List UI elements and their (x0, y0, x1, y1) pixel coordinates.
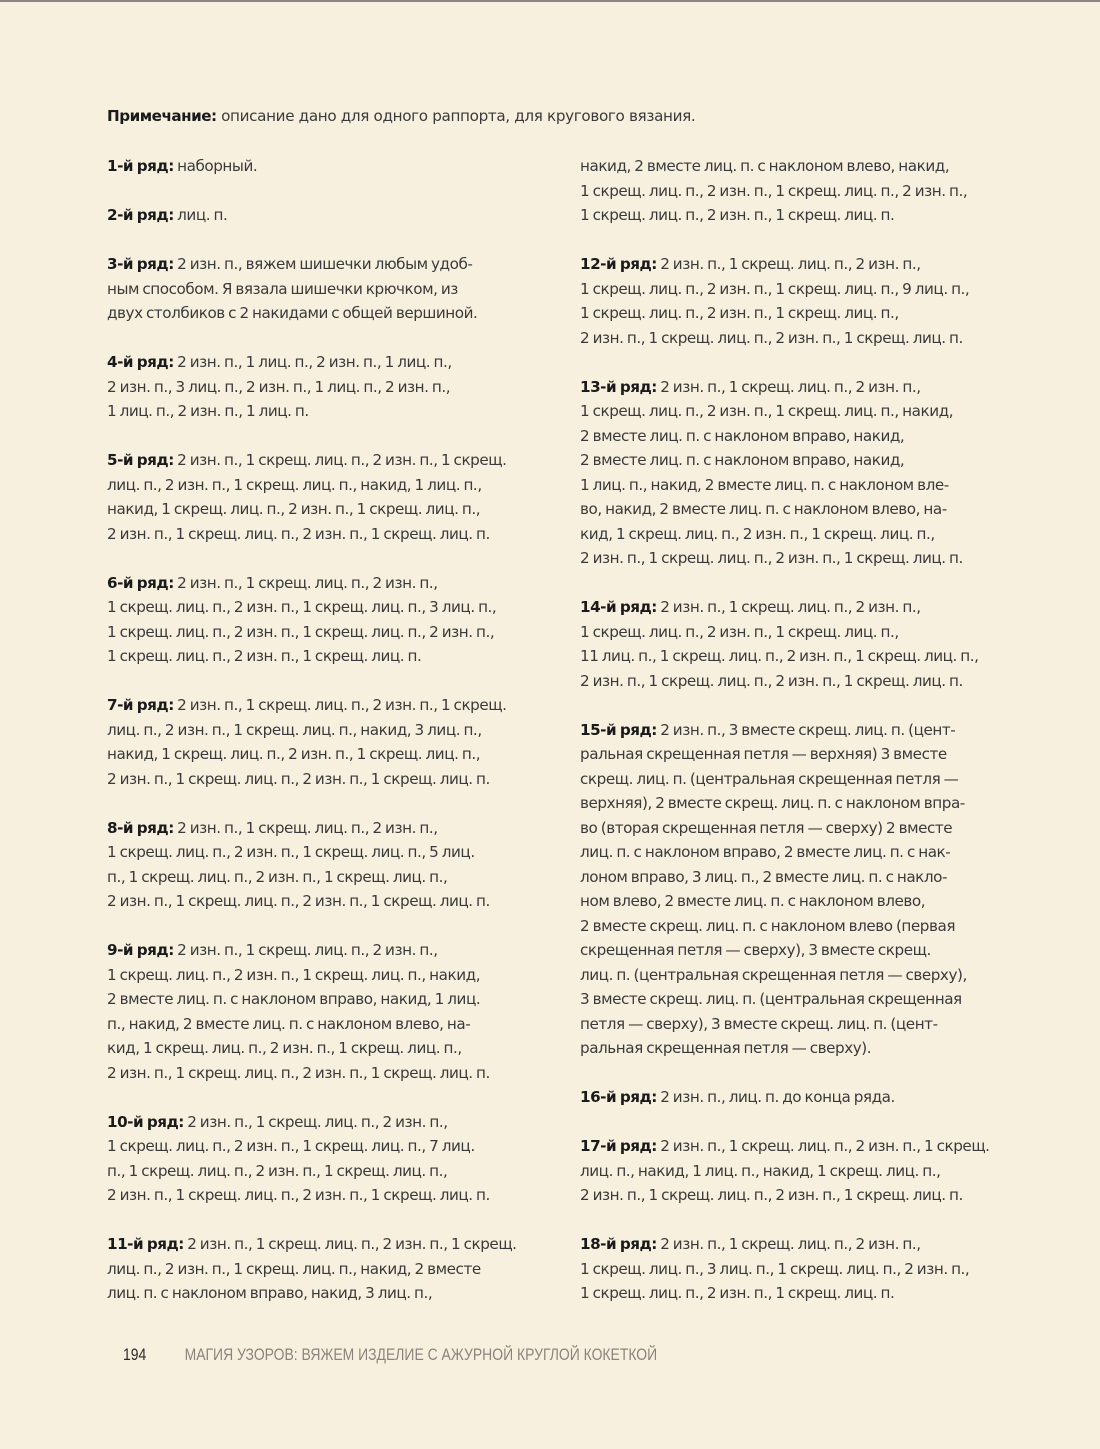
text-line (580, 938, 1030, 963)
row-instruction (580, 595, 1030, 693)
text-line (107, 375, 557, 400)
row-instruction (107, 693, 557, 791)
text-line (580, 1183, 1030, 1208)
row-label: 10-й ряд: (107, 1112, 184, 1131)
text-line (580, 1159, 1030, 1184)
row-label: 8-й ряд: (107, 818, 174, 837)
note-text: описание дано для одного раппорта, для кругового вязания. (216, 107, 696, 125)
row-label: 6-й ряд: (107, 573, 174, 592)
row-text: наборный. (173, 157, 258, 175)
text-line (107, 693, 557, 718)
row-text: 1 скрещ. лиц. п., 2 изн. п., 1 скрещ. лиц. п. (580, 206, 895, 224)
row-instruction (107, 1110, 557, 1208)
row-instruction (580, 1232, 1030, 1306)
text-line (580, 203, 1030, 228)
row-text: 2 вместе лиц. п. с наклоном вправо, накид, (580, 451, 905, 469)
row-instruction (107, 350, 557, 424)
row-instruction (107, 203, 557, 228)
row-text: 1 лиц. п., 2 изн. п., 1 лиц. п. (107, 402, 309, 420)
row-label: 2-й ряд: (107, 206, 174, 224)
text-line (107, 840, 557, 865)
text-line (580, 816, 1030, 841)
row-label: 12-й ряд: (580, 255, 657, 273)
text-line (580, 1085, 1030, 1110)
text-line (580, 865, 1030, 890)
row-instruction (107, 1232, 557, 1306)
text-line (580, 742, 1030, 767)
row-text: 2 изн. п., 1 скрещ. лиц. п., 2 изн. п., 1 скрещ. лиц. п. (580, 671, 963, 690)
text-line (107, 620, 557, 645)
text-line (580, 301, 1030, 326)
row-text: кид, 1 скрещ. лиц. п., 2 изн. п., 1 скрещ. лиц. п., (107, 1039, 462, 1057)
row-text: 2 изн. п., 1 скрещ. лиц. п., 2 изн. п., (656, 377, 921, 396)
text-line (107, 497, 557, 522)
row-text: 2 изн. п., 1 скрещ. лиц. п., 2 изн. п., 1 скрещ. лиц. п. (107, 769, 490, 788)
text-line (580, 252, 1030, 277)
row-text: ральная скрещенная петля — верхняя) 3 вместе (580, 745, 947, 763)
text-line (580, 963, 1030, 988)
row-instruction (580, 154, 1030, 228)
text-line (107, 767, 557, 792)
text-line (580, 497, 1030, 522)
row-text: накид, 2 вместе лиц. п. с наклоном влево, накид, (580, 157, 950, 175)
row-instruction (580, 1134, 1030, 1208)
row-label: 3-й ряд: (107, 255, 174, 273)
row-text: 2 изн. п., 1 скрещ. лиц. п., 2 изн. п., 1 скрещ. лиц. п. (580, 549, 963, 567)
text-line (580, 326, 1030, 351)
row-text: лиц. п., 2 изн. п., 1 скрещ. лиц. п., накид, 2 вместе (107, 1259, 481, 1278)
text-line (107, 252, 557, 277)
text-line (107, 1183, 557, 1208)
row-text: 2 изн. п., 1 скрещ. лиц. п., 2 изн. п., (656, 1235, 921, 1253)
text-line (107, 448, 557, 473)
row-text: п., накид, 2 вместе лиц. п. с наклоном влево, на- (107, 1014, 471, 1033)
row-text: лиц. п. (173, 206, 228, 224)
text-line (107, 1232, 557, 1257)
text-line (580, 522, 1030, 547)
page-footer (123, 1345, 657, 1365)
row-instruction (580, 252, 1030, 350)
text-line (107, 718, 557, 743)
running-title: МАГИЯ УЗОРОВ: ВЯЖЕМ ИЗДЕЛИЕ С АЖУРНОЙ КРУГЛОЙ КОКЕТКОЙ (184, 1345, 658, 1364)
text-line (107, 522, 557, 547)
row-label: 14-й ряд: (580, 598, 657, 616)
row-text: 1 скрещ. лиц. п., 2 изн. п., 1 скрещ. лиц. п., накид, (580, 402, 954, 420)
row-text: 3 вместе скрещ. лиц. п. (центральная скрещенная (580, 990, 962, 1008)
row-text: лиц. п. (центральная скрещенная петля — сверху), (580, 965, 967, 984)
row-label: 5-й ряд: (107, 451, 174, 469)
row-label: 11-й ряд: (107, 1235, 184, 1253)
row-text: скрещенная петля — сверху), 3 вместе скрещ. (580, 941, 931, 959)
row-text: 2 изн. п., вяжем шишечки любым удоб- (173, 255, 473, 273)
row-text: п., 1 скрещ. лиц. п., 2 изн. п., 1 скрещ. лиц. п., (107, 867, 448, 886)
row-text: 1 скрещ. лиц. п., 2 изн. п., 1 скрещ. лиц. п., 2 изн. п., (580, 181, 968, 200)
text-line (580, 179, 1030, 204)
text-line (580, 644, 1030, 669)
text-line (580, 1281, 1030, 1306)
row-text: 1 скрещ. лиц. п., 2 изн. п., 1 скрещ. лиц. п., (580, 304, 899, 322)
row-text: 2 изн. п., 1 скрещ. лиц. п., 2 изн. п., (173, 573, 438, 592)
text-line (107, 571, 557, 596)
row-text: 2 изн. п., 1 скрещ. лиц. п., 2 изн. п., 1 скрещ. (183, 1235, 517, 1253)
row-text: лиц. п. с наклоном вправо, 2 вместе лиц. п. с нак- (580, 843, 951, 861)
text-line (107, 473, 557, 498)
row-text: скрещ. лиц. п. (центральная скрещенная петля — (580, 769, 959, 788)
row-text: 2 изн. п., лиц. п. до конца ряда. (656, 1088, 895, 1106)
row-text: 2 изн. п., 1 скрещ. лиц. п., 2 изн. п., (173, 941, 438, 959)
row-text: лиц. п., 2 изн. п., 1 скрещ. лиц. п., накид, 3 лиц. п., (107, 720, 482, 739)
row-label: 9-й ряд: (107, 941, 174, 959)
row-text: ном влево, 2 вместе лиц. п. с наклоном влево, (580, 892, 926, 910)
text-line (107, 1110, 557, 1135)
row-label: 7-й ряд: (107, 696, 174, 714)
text-line (107, 1257, 557, 1282)
text-line (580, 718, 1030, 743)
text-line (107, 987, 557, 1012)
row-text: 11 лиц. п., 1 скрещ. лиц. п., 2 изн. п., 1 скрещ. лиц. п., (580, 647, 979, 665)
row-text: 2 изн. п., 1 скрещ. лиц. п., 2 изн. п., 1 скрещ. лиц. п. (580, 328, 963, 347)
row-instruction (107, 938, 557, 1085)
text-line (580, 1232, 1030, 1257)
text-line (107, 203, 557, 228)
text-line (107, 889, 557, 914)
text-line (580, 669, 1030, 694)
row-label: 17-й ряд: (580, 1137, 657, 1155)
row-text: 1 скрещ. лиц. п., 3 лиц. п., 1 скрещ. лиц. п., 2 изн. п., (580, 1259, 970, 1278)
text-line (580, 1134, 1030, 1159)
row-instruction (107, 448, 557, 546)
page-top-edge (0, 0, 1100, 2)
text-line (107, 1159, 557, 1184)
row-text: двух столбиков с 2 накидами с общей вершиной. (107, 304, 478, 322)
row-text: 2 вместе лиц. п. с наклоном вправо, накид, (580, 426, 905, 445)
text-line (107, 154, 557, 179)
row-text: 2 изн. п., 1 скрещ. лиц. п., 2 изн. п., 1 скрещ. (173, 451, 507, 469)
row-text: 2 изн. п., 3 лиц. п., 2 изн. п., 1 лиц. п., 2 изн. п., (107, 377, 451, 396)
row-text: 1 скрещ. лиц. п., 2 изн. п., 1 скрещ. лиц. п., (580, 622, 899, 641)
left-column (107, 154, 557, 1330)
row-text: 2 изн. п., 1 скрещ. лиц. п., 2 изн. п., (656, 255, 921, 273)
row-text: 2 изн. п., 1 скрещ. лиц. п., 2 изн. п., 1 скрещ. лиц. п. (107, 892, 490, 910)
row-label: 15-й ряд: (580, 720, 657, 739)
row-text: 2 изн. п., 1 лиц. п., 2 изн. п., 1 лиц. п., (173, 353, 452, 371)
row-label: 16-й ряд: (580, 1088, 657, 1106)
row-text: 1 скрещ. лиц. п., 2 изн. п., 1 скрещ. лиц. п. (580, 1284, 895, 1302)
row-text: 1 скрещ. лиц. п., 2 изн. п., 1 скрещ. лиц. п., 5 лиц. (107, 843, 475, 861)
row-instruction (107, 154, 557, 179)
row-text: 2 изн. п., 1 скрещ. лиц. п., 2 изн. п., 1 скрещ. (656, 1137, 990, 1155)
row-instruction (107, 816, 557, 914)
row-text: 1 скрещ. лиц. п., 2 изн. п., 1 скрещ. лиц. п., накид, (107, 965, 481, 984)
text-line (107, 816, 557, 841)
text-line (580, 791, 1030, 816)
text-line (107, 865, 557, 890)
row-text: 2 изн. п., 1 скрещ. лиц. п., 2 изн. п., (656, 598, 921, 616)
row-text: во (вторая скрещенная петля — сверху) 2 вместе (580, 818, 953, 837)
text-line (107, 1134, 557, 1159)
row-text: 2 изн. п., 1 скрещ. лиц. п., 2 изн. п., 1 скрещ. лиц. п. (107, 1186, 490, 1204)
note-label: Примечание: (107, 107, 217, 125)
row-text: 2 изн. п., 1 скрещ. лиц. п., 2 изн. п., 1 скрещ. лиц. п. (107, 1063, 490, 1082)
text-line (107, 399, 557, 424)
text-line (580, 399, 1030, 424)
text-line (580, 987, 1030, 1012)
right-column (580, 154, 1030, 1330)
row-text: 2 изн. п., 1 скрещ. лиц. п., 2 изн. п., 1 скрещ. лиц. п. (107, 524, 490, 543)
note (107, 104, 1007, 129)
text-line (107, 644, 557, 669)
text-line (580, 914, 1030, 939)
row-instruction (580, 1085, 1030, 1110)
text-line (580, 375, 1030, 400)
text-line (580, 767, 1030, 792)
text-line (107, 1061, 557, 1086)
row-text: кид, 1 скрещ. лиц. п., 2 изн. п., 1 скрещ. лиц. п., (580, 524, 935, 543)
text-line (580, 1012, 1030, 1037)
row-text: ральная скрещенная петля — сверху). (580, 1039, 872, 1057)
row-text: накид, 1 скрещ. лиц. п., 2 изн. п., 1 скрещ. лиц. п., (107, 745, 481, 763)
row-text: 2 вместе скрещ. лиц. п. с наклоном влево (первая (580, 916, 956, 935)
row-label: 18-й ряд: (580, 1235, 657, 1253)
row-instruction (107, 252, 557, 326)
text-line (107, 963, 557, 988)
text-line (107, 301, 557, 326)
row-label: 1-й ряд: (107, 157, 174, 175)
text-line (107, 938, 557, 963)
text-line (580, 595, 1030, 620)
row-text: п., 1 скрещ. лиц. п., 2 изн. п., 1 скрещ. лиц. п., (107, 1161, 448, 1180)
text-line (107, 595, 557, 620)
row-text: 1 скрещ. лиц. п., 2 изн. п., 1 скрещ. лиц. п., 3 лиц. п., (107, 598, 497, 616)
row-instruction (580, 375, 1030, 571)
row-text: 1 лиц. п., накид, 2 вместе лиц. п. с наклоном вле- (580, 475, 949, 494)
text-line (580, 1036, 1030, 1061)
row-instruction (580, 718, 1030, 1061)
text-line (107, 277, 557, 302)
row-text: лоном вправо, 3 лиц. п., 2 вместе лиц. п. с накло- (580, 867, 948, 886)
row-text: 2 вместе лиц. п. с наклоном вправо, накид, 1 лиц. (107, 990, 481, 1008)
row-text: 1 скрещ. лиц. п., 2 изн. п., 1 скрещ. лиц. п. (107, 647, 422, 665)
row-instruction (107, 571, 557, 669)
text-line (580, 448, 1030, 473)
row-text: ным способом. Я вязала шишечки крючком, из (107, 279, 458, 298)
row-text: 1 скрещ. лиц. п., 2 изн. п., 1 скрещ. лиц. п., 2 изн. п., (107, 622, 495, 641)
row-text: 1 скрещ. лиц. п., 2 изн. п., 1 скрещ. лиц. п., 9 лиц. п., (580, 279, 970, 298)
row-text: лиц. п. с наклоном вправо, накид, 3 лиц. п., (107, 1284, 433, 1302)
text-line (580, 546, 1030, 571)
row-text: 1 скрещ. лиц. п., 2 изн. п., 1 скрещ. лиц. п., 7 лиц. (107, 1137, 475, 1155)
text-line (580, 424, 1030, 449)
row-text: 2 изн. п., 1 скрещ. лиц. п., 2 изн. п., (183, 1112, 448, 1131)
text-line (107, 742, 557, 767)
row-text: 2 изн. п., 1 скрещ. лиц. п., 2 изн. п., (173, 818, 438, 837)
row-text: 2 изн. п., 1 скрещ. лиц. п., 2 изн. п., 1 скрещ. (173, 696, 507, 714)
row-text: петля — сверху), 3 вместе скрещ. лиц. п. (цент- (580, 1014, 938, 1033)
row-text: во, накид, 2 вместе лиц. п. с наклоном влево, на- (580, 500, 947, 518)
text-line (107, 1281, 557, 1306)
row-text: лиц. п., 2 изн. п., 1 скрещ. лиц. п., накид, 1 лиц. п., (107, 475, 482, 494)
text-line (580, 1257, 1030, 1282)
row-text: верхняя), 2 вместе скрещ. лиц. п. с наклоном впра- (580, 794, 965, 812)
text-line (107, 1036, 557, 1061)
text-line (107, 1012, 557, 1037)
row-text: 2 изн. п., 1 скрещ. лиц. п., 2 изн. п., 1 скрещ. лиц. п. (580, 1186, 963, 1204)
text-line (580, 277, 1030, 302)
text-line (580, 840, 1030, 865)
row-text: накид, 1 скрещ. лиц. п., 2 изн. п., 1 скрещ. лиц. п., (107, 500, 481, 518)
text-line (107, 350, 557, 375)
text-line (580, 620, 1030, 645)
page-number: 194 (123, 1345, 147, 1364)
text-line (580, 154, 1030, 179)
row-label: 4-й ряд: (107, 353, 174, 371)
row-text: лиц. п., накид, 1 лиц. п., накид, 1 скрещ. лиц. п., (580, 1161, 941, 1180)
row-text: 2 изн. п., 3 вместе скрещ. лиц. п. (цент- (656, 720, 956, 739)
text-line (580, 473, 1030, 498)
row-label: 13-й ряд: (580, 377, 657, 396)
text-line (580, 889, 1030, 914)
